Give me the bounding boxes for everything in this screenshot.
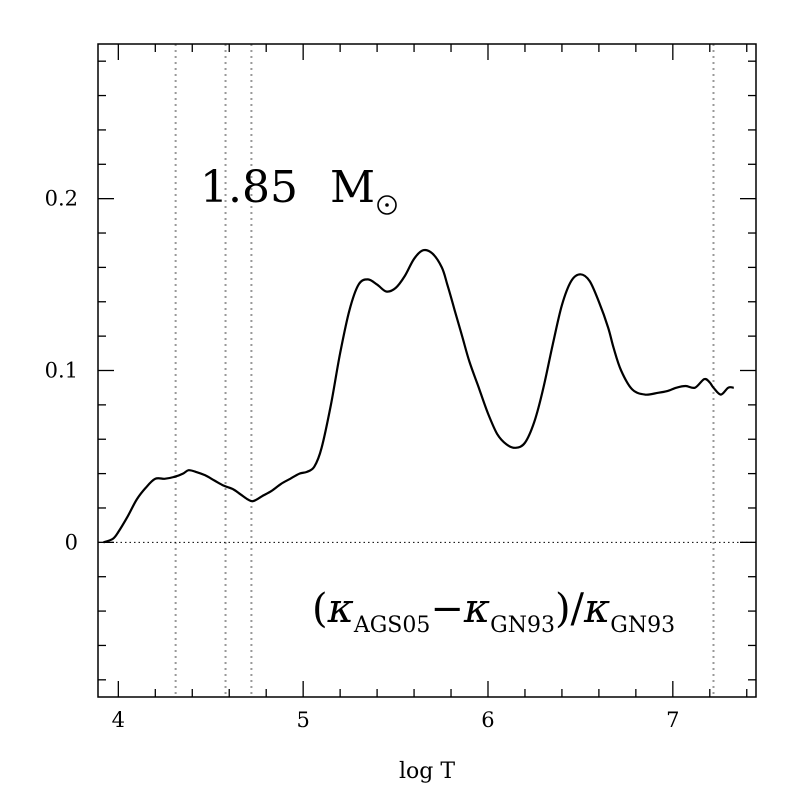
axis-ticks xyxy=(98,44,756,697)
x-tick-label: 6 xyxy=(481,708,495,732)
mass-annotation xyxy=(200,162,396,214)
mass-symbol: M xyxy=(329,162,376,213)
y-tick-label: 0 xyxy=(64,530,78,555)
series-line xyxy=(104,250,734,542)
mass-value: 1.85 xyxy=(200,162,298,213)
tick-labels xyxy=(45,187,680,732)
x-tick-label: 4 xyxy=(111,708,126,732)
x-tick-label: 7 xyxy=(666,708,680,732)
y-tick-label: 0.1 xyxy=(44,358,78,383)
x-axis-label: log T xyxy=(398,759,456,784)
svg-text:(κAGS05−κGN93)/κGN93: $(\kappa_{AGS05}-\kappa_{GN93})/\kappa_{GN93}$ xyxy=(312,586,676,638)
plot-frame xyxy=(98,44,756,697)
sun-symbol-icon xyxy=(378,196,396,214)
x-tick-label: 5 xyxy=(296,708,310,732)
opacity-ratio-annotation xyxy=(312,586,675,638)
svg-text:1.85 M xyxy=(200,162,375,213)
y-tick-label: 0.2 xyxy=(44,186,78,211)
